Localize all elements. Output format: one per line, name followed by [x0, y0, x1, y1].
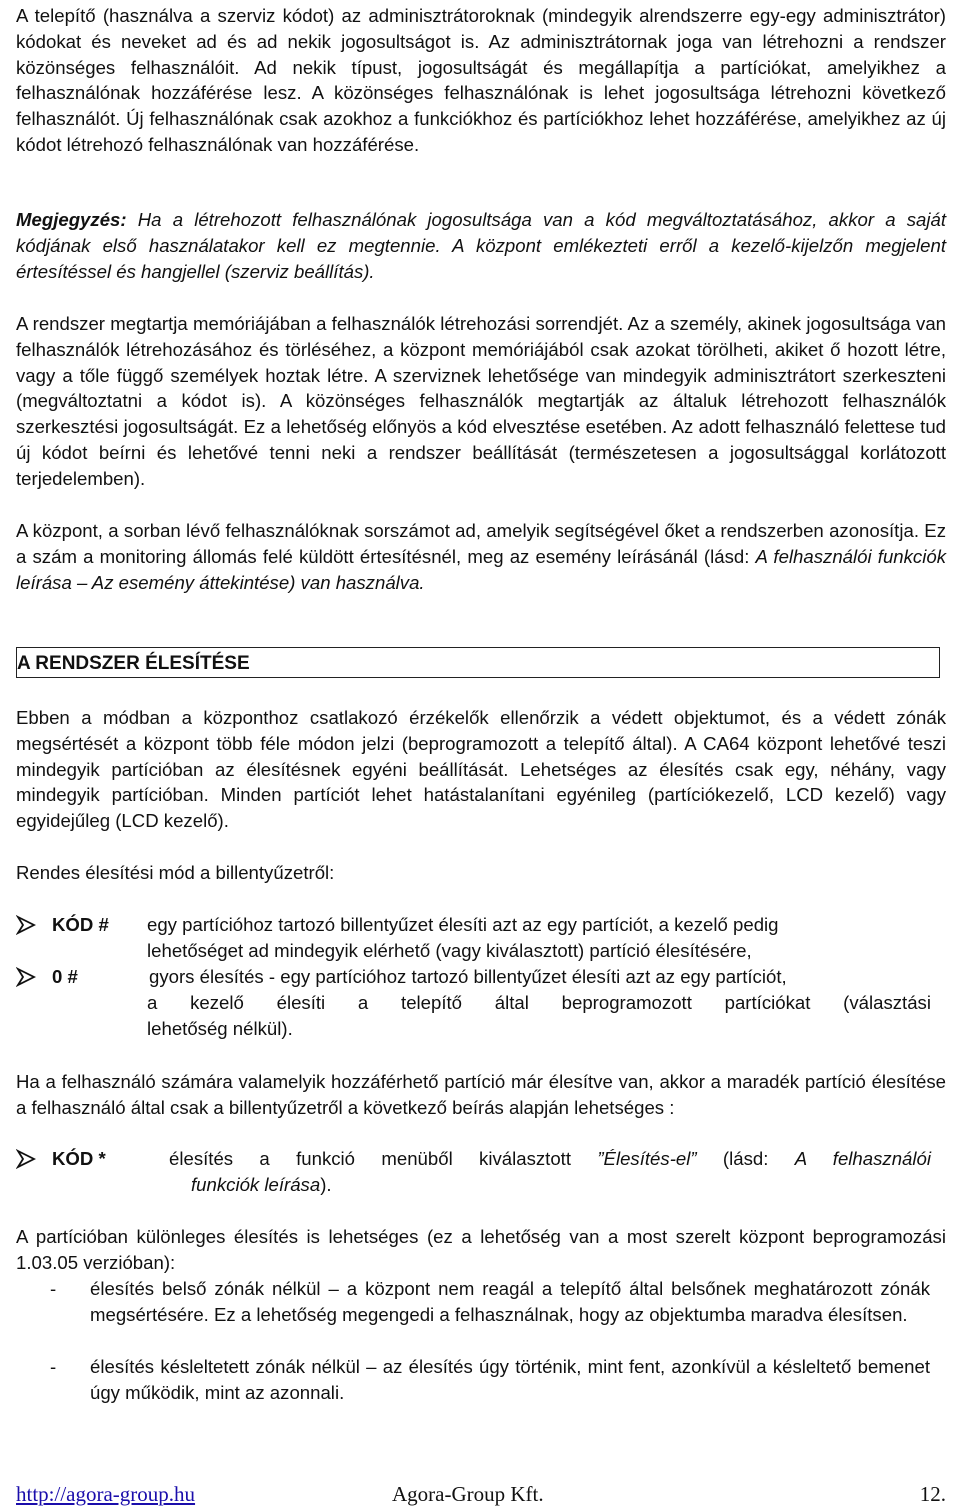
bullet-item — [16, 912, 946, 964]
bullet-item — [16, 1146, 946, 1198]
section-heading — [16, 647, 940, 678]
dash-list-item — [16, 1354, 946, 1406]
bullet-line: a kezelő élesíti a telepítő által beprogramozott partíciókat (választási — [147, 992, 931, 1013]
bullet-item — [16, 964, 946, 1042]
bullet-line: egy partícióhoz tartozó billentyűzet élesíti azt az egy partíciót, a kezelő pedig — [147, 914, 779, 935]
note-label: Megjegyzés: — [16, 209, 127, 230]
footer-company: Agora-Group Kft. — [392, 1482, 544, 1506]
bullet-line — [191, 1172, 332, 1198]
numbering-text: A központ, a sorban lévő felhasználóknak sorszámot ad, amelyik segítségével őket a rendszerben azonosítja. Ez a szám a monitoring állomás felé küldött értesítésnél, meg az esemény leírásánál (lásd: — [16, 520, 946, 567]
dash-item-text: élesítés késleltetett zónák nélkül – az élesítés úgy történik, mint fent, azonkívül a késleltető bemenet úgy működik, mint az azonnali. — [90, 1356, 930, 1403]
dash-list-item — [16, 1276, 946, 1354]
bullet-key: KÓD # — [52, 914, 109, 935]
bullet-reference: funkciók leírása — [191, 1174, 321, 1195]
note-paragraph — [16, 207, 946, 284]
bullet-line — [169, 1146, 931, 1172]
numbering-paragraph — [16, 518, 946, 595]
dash-bullet: - — [50, 1356, 57, 1377]
bullet-key: KÓD * — [52, 1148, 106, 1169]
arrow-bullet-icon — [16, 1149, 36, 1169]
arrow-bullet-icon — [16, 967, 36, 987]
dash-item-text: élesítés belső zónák nélkül – a központ nem reagál a telepítő által belsőnek meghatározott zónák megsértésére. Ez a lehetőség megengedi a felhasználnak, hogy az objektumba maradva élesítsen. — [90, 1278, 930, 1325]
user-order-paragraph: A rendszer megtartja memóriájában a felhasználók létrehozási sorrendjét. Az a személy, akinek jogosultsága van felhasználók létrehozásához és törléséhez, a központ memóriájából csak azokat törölheti, akiket ő hozott létre, vagy a tőle függő személyek hoztak létre. A szerviznek lehetősége van mindegyik adminisztrátort szerkeszteni (megváltoztatni a kódot is). A közönséges felhasználók megtartják az általuk létrehozott felhasználók szerkesztési jogosultságát. Ez a lehetőség előnyös a kód elvesztése esetében. Az adott felhasználó felettese tud új kódot beírni és lehetővé tenni neki a rendszer beállítását (természetesen a jogosultsággal korlátozott terjedelemben). — [16, 313, 946, 489]
bullet-text: élesítés a funkció menüből kiválasztott — [169, 1148, 598, 1169]
bullet-text: ). — [320, 1174, 332, 1195]
bullet-reference: A felhasználói — [794, 1148, 931, 1169]
intro-paragraph: A telepítő (használva a szerviz kódot) az adminisztrátoroknak (mindegyik alrendszerre egy-egy adminisztrátor) kódokat és neveket ad és ad nekik jogosultságot is. Az adminisztrátornak joga van létrehozni a rendszer közönséges felhasználóit. Ad nekik típust, jogosultságát és megállapítja a partíciókat, amelyikhez a felhasználónak hozzáférése lesz. A közönséges felhasználónak is lehet jogosultsága létrehozni következő felhasználót. Új felhasználónak csak azokhoz a funkciókhoz és partíciókhoz lehet hozzáférése, amelyikhez az új kódot létrehozó felhasználónak van hozzáférése. — [16, 5, 946, 155]
dash-bullet: - — [50, 1278, 57, 1299]
special-arming-paragraph: A partícióban különleges élesítés is lehetséges (ez a lehetőség van a most szerelt központ beprogramozási 1.03.05 verzióban): — [16, 1226, 946, 1273]
note-text: Ha a létrehozott felhasználónak jogosultsága van a kód megváltoztatásához, akkor a saját kódjának első használatakor kell ez megtennie. A központ emlékezteti erről a kezelő-kijelzőn megjelent értesítéssel és hangjellel (szerviz beállítás). — [16, 209, 946, 282]
bullet-line: lehetőséget ad mindegyik elérhető (vagy kiválasztott) partíció élesítésére, — [147, 940, 752, 961]
section-heading-text: A RENDSZER ÉLESÍTÉSE — [17, 653, 250, 674]
numbering-reference: A felhasználói funkciók leírása – Az esemény áttekintése) van használva. — [16, 545, 946, 593]
footer-page-number: 12. — [919, 1482, 946, 1506]
footer-url-link[interactable]: http://agora-group.hu — [16, 1482, 196, 1506]
partial-arming-paragraph: Ha a felhasználó számára valamelyik hozzáférhető partíció már élesítve van, akkor a maradék partíció élesítése a felhasználó által csak a billentyűzetről a következő beírás alapján lehetséges : — [16, 1071, 946, 1118]
bullet-line: lehetőség nélkül). — [147, 1018, 293, 1039]
bullet-key: 0 # — [52, 966, 78, 987]
bullet-line: gyors élesítés - egy partícióhoz tartozó billentyűzet élesíti azt az egy partíciót, — [149, 966, 787, 987]
normal-mode-paragraph: Rendes élesítési mód a billentyűzetről: — [16, 862, 335, 883]
bullet-text: (lásd: — [696, 1148, 795, 1169]
page-footer — [16, 1480, 946, 1510]
arming-intro-paragraph: Ebben a módban a központhoz csatlakozó érzékelők ellenőrzik a védett objektumot, és a védett zónák megsértését a központ több féle módon jelzi (beprogramozott a telepítő által). A CA64 központ lehetővé teszi mindegyik partícióban az élesítésnek egyéni beállítását. Lehetséges az élesítés csak egy, néhány, vagy mindegyik partícióban. Minden partíciót lehet hatástalanítani egyénileg (partíciókezelő, LCD kezelő) vagy egyidejűleg (LCD kezelő). — [16, 707, 946, 832]
arrow-bullet-icon — [16, 915, 36, 935]
bullet-quote: ”Élesítés-el” — [597, 1148, 697, 1169]
